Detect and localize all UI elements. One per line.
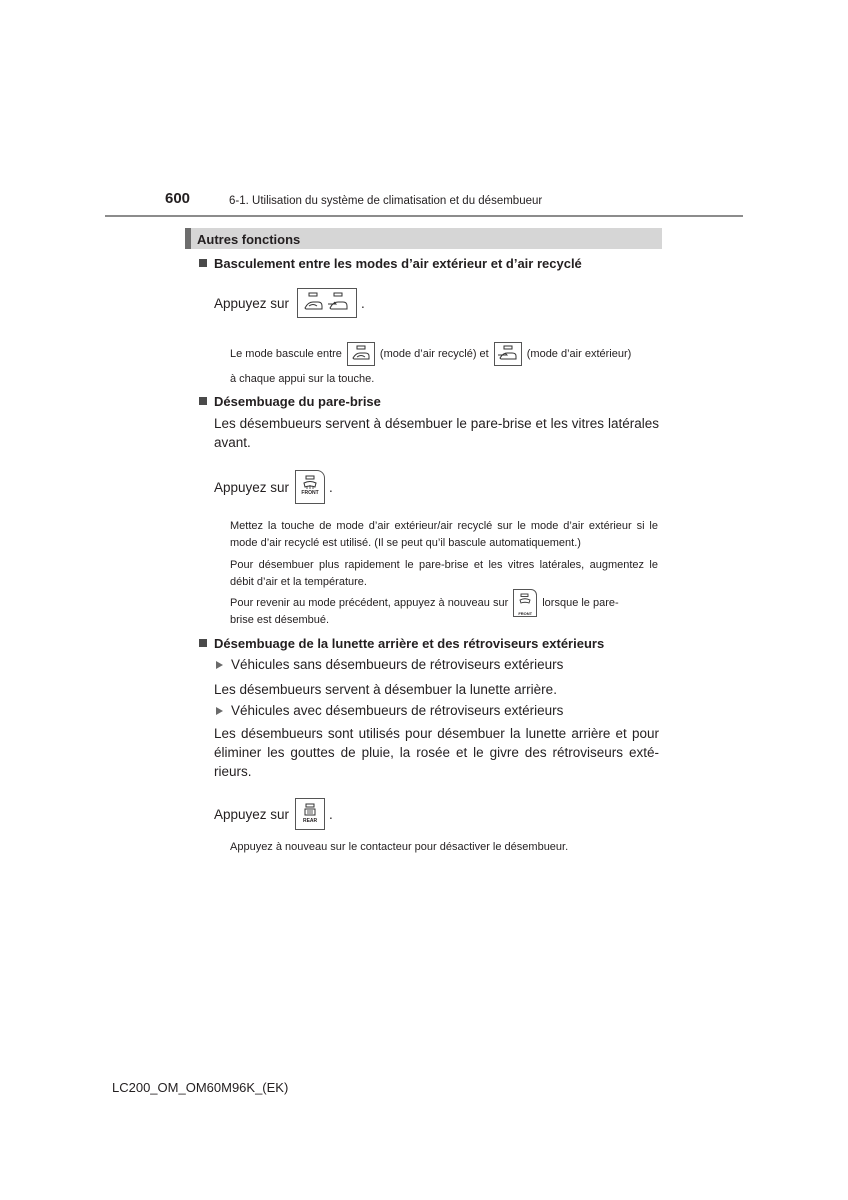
footer-code: LC200_OM_OM60M96K_(EK) — [112, 1080, 289, 1095]
press-suffix: . — [361, 295, 365, 311]
windshield-body: Les désembueurs servent à désembuer le pare-brise et les vitres latérales avant. — [214, 416, 659, 450]
press-label: Appuyez sur — [214, 295, 290, 311]
recirc-note-part1: Le mode bascule entre — [230, 347, 342, 360]
windshield-instruction — [214, 470, 333, 504]
front-icon-label: FRONT — [518, 611, 533, 616]
press-suffix: . — [329, 806, 333, 822]
recirc-note-part3: (mode d’air extérieur) — [526, 347, 632, 360]
rear-sub-2 — [216, 703, 563, 718]
windshield-note-1: Mettez la touche de mode d’air extérieur/air recyclé sur le mode d’air extérieur si le mode d’air recyclé est utilisé. (Il se peut qu’il bascule automatiquement.) — [230, 520, 658, 549]
press-label: Appuyez sur — [214, 479, 290, 495]
recirc-note-line1 — [230, 342, 631, 366]
rear-sub-1-text: Véhicules sans désembueurs de rétroviseurs extérieurs — [231, 657, 564, 672]
windshield-note-3-part1: Pour revenir au mode précédent, appuyez à nouveau sur — [230, 596, 509, 609]
rear-body-1: Les désembueurs servent à désembuer la lunette arrière. — [214, 682, 557, 697]
recirc-instruction — [214, 288, 365, 318]
triangle-bullet-icon — [216, 707, 223, 715]
windshield-note-3-part2: lorsque le pare- — [542, 596, 619, 609]
windshield-heading: Désembuage du pare-brise — [214, 394, 381, 409]
front-button-label: FRONT — [301, 490, 319, 496]
rear-defroster-button — [295, 798, 325, 830]
rear-sub-1 — [216, 657, 563, 672]
air-mode-button — [297, 288, 357, 318]
chapter-title: 6-1. Utilisation du système de climatisation et du désembueur — [229, 195, 543, 207]
rear-heading: Désembuage de la lunette arrière et des rétroviseurs extérieurs — [214, 636, 605, 651]
section-title: Autres fonctions — [197, 232, 301, 247]
page-number: 600 — [165, 190, 191, 207]
rear-note: Appuyez à nouveau sur le contacteur pour désactiver le désembueur. — [230, 841, 569, 853]
triangle-bullet-icon — [216, 661, 223, 669]
outside-air-icon — [494, 342, 522, 366]
windshield-note-3-line2: brise est désembué. — [230, 614, 330, 626]
rear-instruction — [214, 798, 333, 830]
rear-button-label: REAR — [302, 818, 318, 824]
windshield-note-2: Pour désembuer plus rapidement le pare-brise et les vitres latérales, augmentez le débit d’air et la température. — [230, 559, 658, 588]
recirculated-air-icon — [347, 342, 375, 366]
header-divider — [105, 215, 743, 217]
press-label: Appuyez sur — [214, 806, 290, 822]
recirc-note-line2: à chaque appui sur la touche. — [230, 373, 375, 385]
press-suffix: . — [329, 479, 333, 495]
recirc-heading: Basculement entre les modes d’air extérieur et d’air recyclé — [214, 256, 582, 271]
square-bullet-icon — [199, 259, 207, 267]
square-bullet-icon — [199, 397, 207, 405]
front-defroster-button — [295, 470, 325, 504]
rear-sub-2-text: Véhicules avec désembueurs de rétroviseurs extérieurs — [231, 703, 564, 718]
rear-body-2: Les désembueurs sont utilisés pour désembuer la lunette arrière et pour éliminer les gouttes de pluie, la rosée et le givre des rétroviseurs exté-rieurs. — [214, 726, 659, 779]
square-bullet-icon — [199, 639, 207, 647]
recirc-note-part2: (mode d’air recyclé) et — [379, 347, 489, 360]
